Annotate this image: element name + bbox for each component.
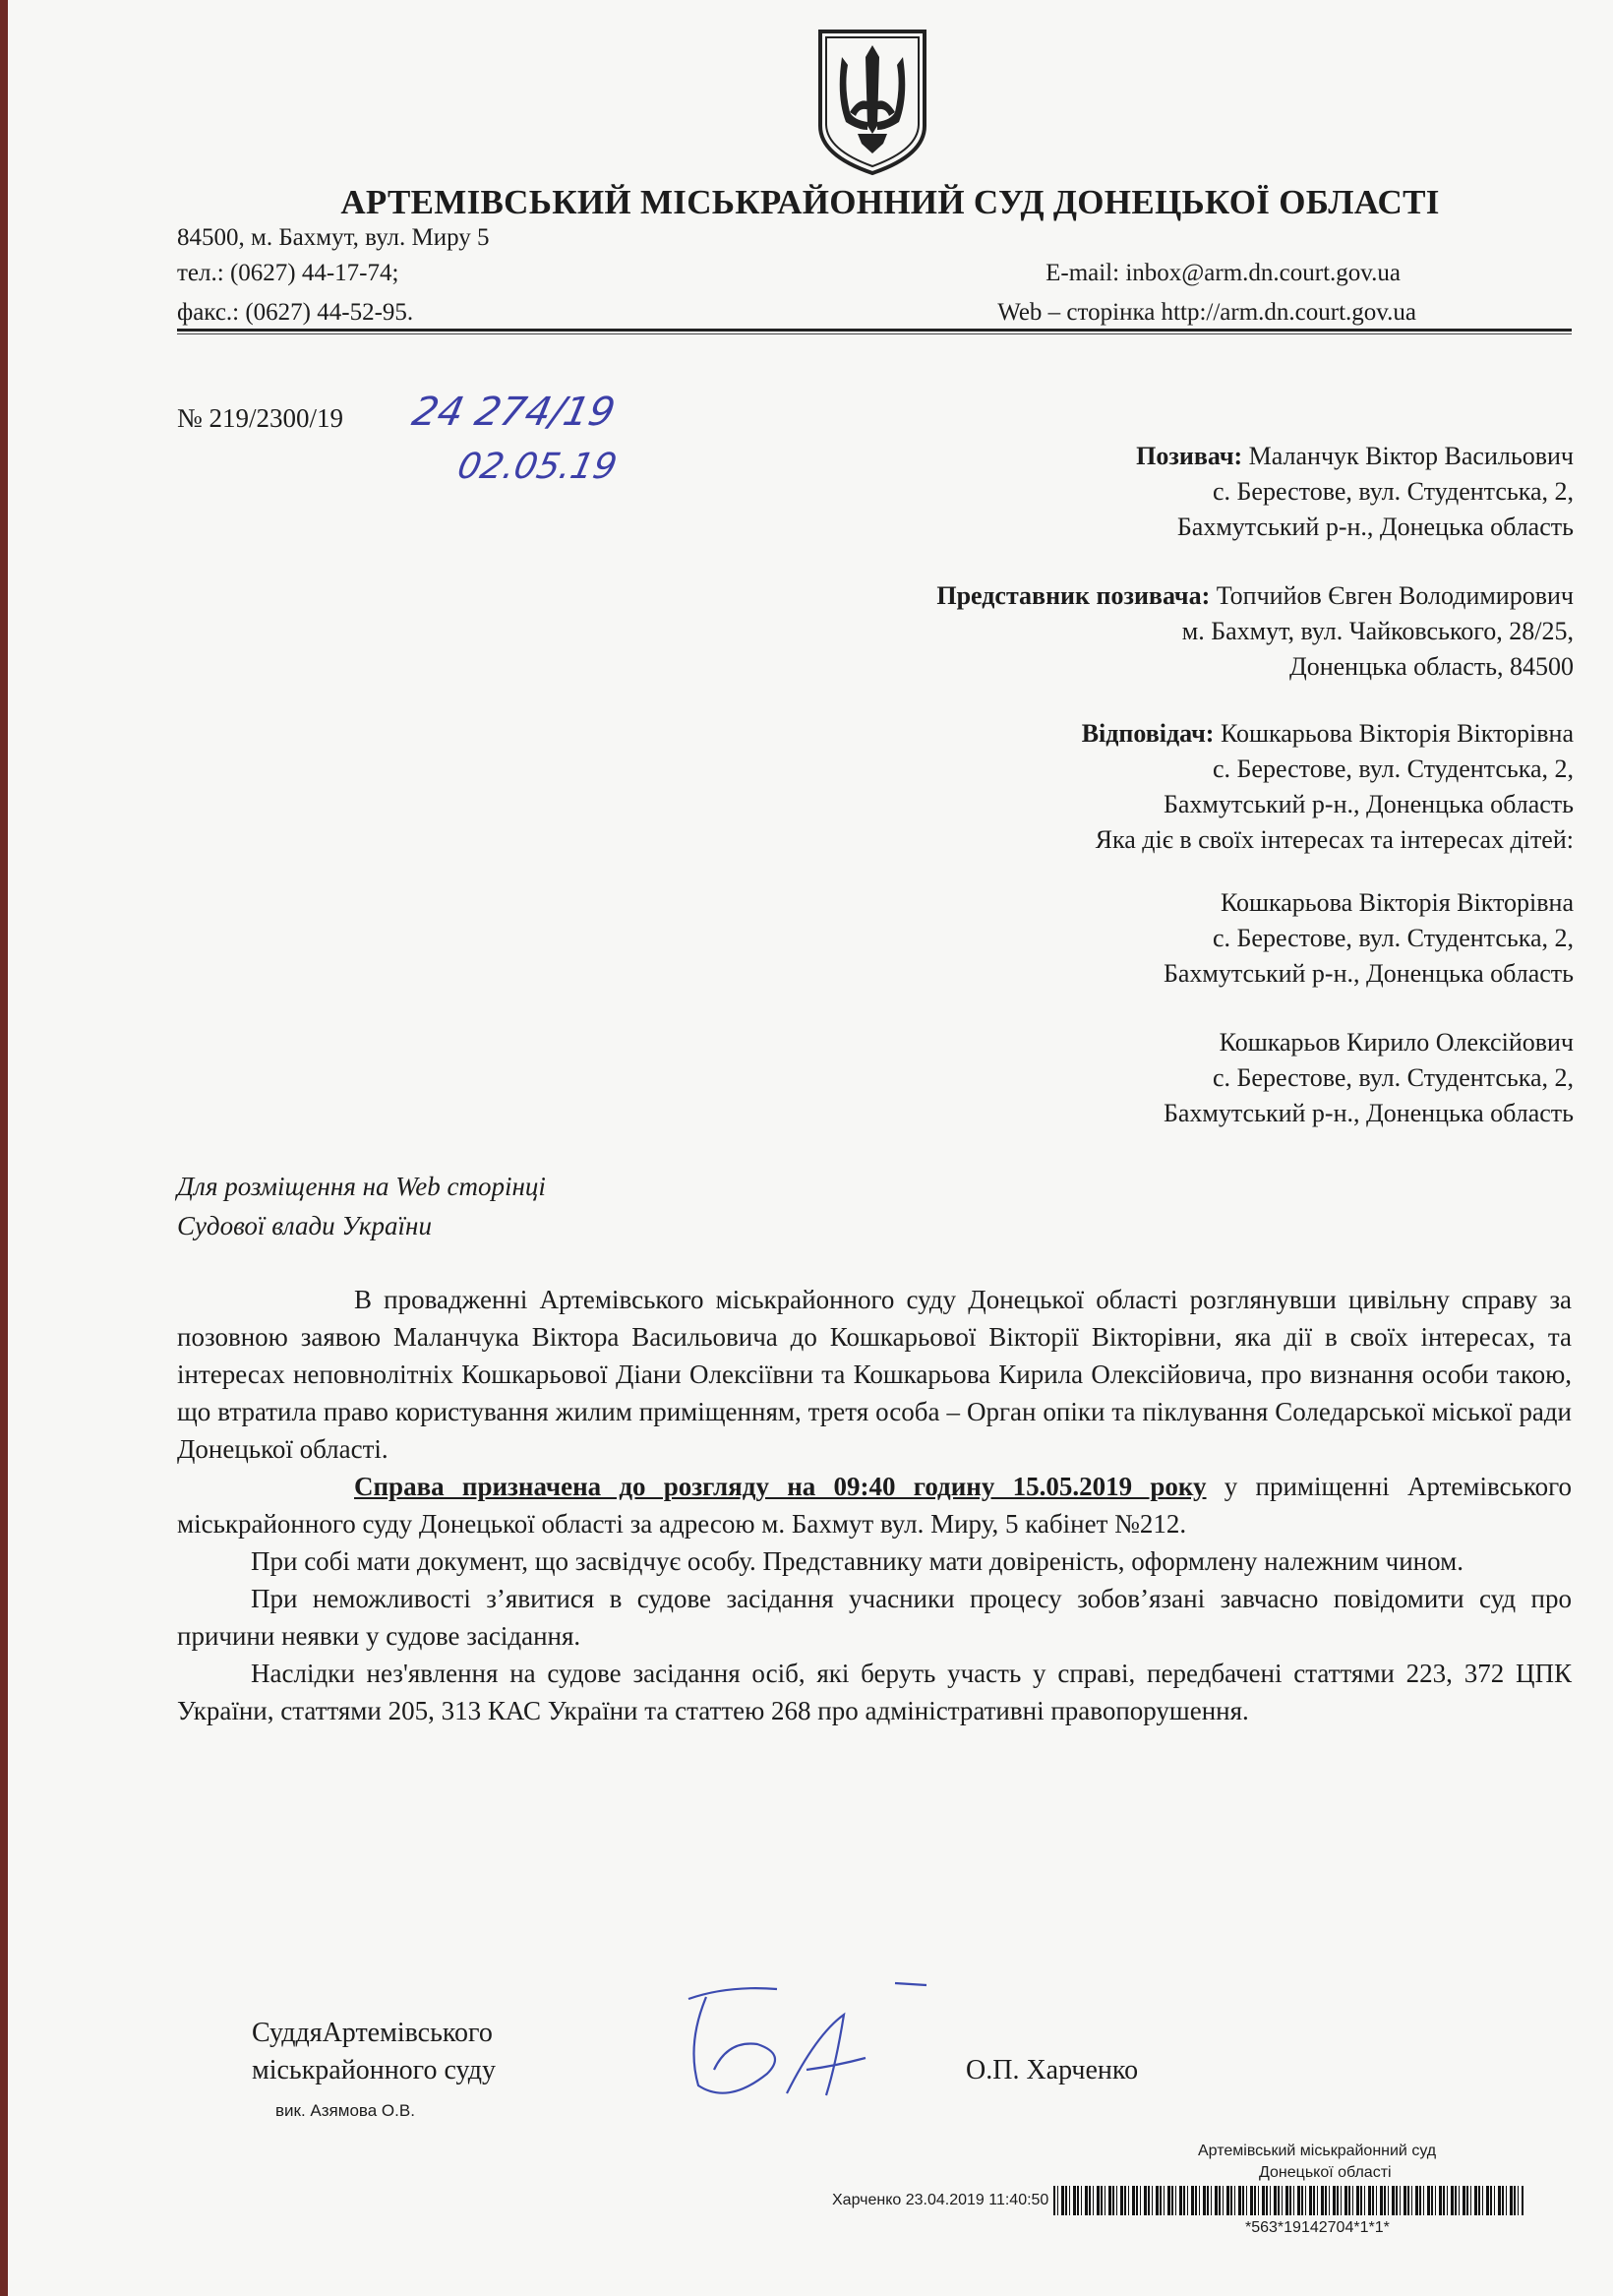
- defendant-address-1: с. Берестове, вул. Студентська, 2,: [1212, 755, 1574, 783]
- paragraph-consequences: Наслідки нез'явлення на судове засідання осіб, які беруть участь у справі, передбачені статтями 223, 372 ЦПК України, статтями 205, 313 КАС України та статтею 268 про адміністративні правопорушення.: [177, 1659, 1572, 1725]
- barcode-org-line-1: Артемівський міськрайонний суд: [1198, 2143, 1437, 2159]
- representative-block: [936, 578, 1574, 685]
- barcode-code: *563*19142704*1*1*: [1245, 2219, 1390, 2236]
- representative-name: Топчийов Євген Володимирович: [1216, 581, 1574, 610]
- hearing-date-text: Справа призначена до розгляду на 09:40 годину 15.05.2019 року: [354, 1472, 1207, 1501]
- child1-address-1: с. Берестове, вул. Студентська, 2,: [1212, 924, 1574, 952]
- court-website: Web – сторінка http://arm.dn.court.gov.ua: [997, 299, 1416, 326]
- publication-note-line-2: Судової влади України: [177, 1211, 432, 1240]
- child1-address-2: Бахмутський р-н., Доненцька область: [1163, 959, 1574, 988]
- plaintiff-block: [1136, 439, 1574, 545]
- executor-name: вик. Азямова О.В.: [275, 2101, 415, 2120]
- publication-note-line-1: Для розміщення на Web сторінці: [177, 1172, 546, 1201]
- child1-name: Кошкарьова Вікторія Вікторівна: [1220, 888, 1574, 917]
- barcode-stamp: Харченко 23.04.2019 11:40:50: [832, 2192, 1049, 2209]
- plaintiff-label: Позивач:: [1136, 442, 1243, 470]
- notice-body: [177, 1281, 1572, 1729]
- child1-block: [1164, 885, 1574, 992]
- barcode-icon: [1053, 2186, 1523, 2215]
- judge-title: [252, 2015, 496, 2089]
- handwritten-reference: 24 274/19: [408, 390, 620, 435]
- child2-block: [1164, 1025, 1574, 1131]
- court-fax: факс.: (0627) 44-52-95.: [177, 299, 414, 326]
- signature-icon: [669, 1975, 944, 2113]
- publication-note: [177, 1167, 546, 1245]
- court-title: АРТЕМІВСЬКИЙ МІСЬКРАЙОННИЙ СУД ДОНЕЦЬКОЇ ОБЛАСТІ: [340, 183, 1440, 221]
- document-number: № 219/2300/19: [177, 403, 344, 433]
- plaintiff-address-1: с. Берестове, вул. Студентська, 2,: [1212, 477, 1574, 506]
- defendant-block: [1082, 716, 1574, 858]
- child2-address-1: с. Берестове, вул. Студентська, 2,: [1212, 1063, 1574, 1092]
- defendant-note: Яка діє в своїх інтересах та інтересах дітей:: [1095, 825, 1574, 854]
- defendant-name: Кошкарьова Вікторія Вікторівна: [1220, 719, 1574, 748]
- court-email: E-mail: inbox@arm.dn.court.gov.ua: [1045, 260, 1401, 286]
- judge-name: О.П. Харченко: [966, 2055, 1139, 2085]
- paragraph-hearing: [177, 1468, 1572, 1542]
- page-edge: [0, 0, 8, 2296]
- court-phone: тел.: (0627) 44-17-74;: [177, 260, 399, 286]
- paragraph-documents: При собі мати документ, що засвідчує особу. Представнику мати довіреність, оформлену належним чином.: [251, 1546, 1464, 1576]
- hearing-location-text: у приміщенні Артемівського міськрайонного суду Донецької області за адресою м. Бахмут вул. Миру, 5 кабінет №212.: [177, 1472, 1572, 1539]
- court-address: 84500, м. Бахмут, вул. Миру 5: [177, 224, 490, 251]
- barcode-org-line-2: Донецької області: [1259, 2164, 1392, 2181]
- child2-address-2: Бахмутський р-н., Доненцька область: [1163, 1099, 1574, 1127]
- judge-title-line-1: СуддяАртемівського: [252, 2018, 493, 2048]
- paragraph-case: В провадженні Артемівського міськрайонного суду Донецької області розглянувши цивільну справу за позовною заявою Маланчука Віктора Васильовича до Кошкарьової Вікторії Вікторівни, яка дії в своїх інтересах, та інтересах неповнолітніх Кошкарьової Діани Олексіївни та Кошкарьова Кирила Олексійовича, про визнання особи такою, що втратила право користування жилим приміщенням, третя особа – Орган опіки та піклування Соледарської міської ради Донецької області.: [177, 1285, 1572, 1464]
- barcode-row: [832, 2186, 1523, 2215]
- representative-address-1: м. Бахмут, вул. Чайковського, 28/25,: [1181, 617, 1574, 645]
- judge-title-line-2: міськрайонного суду: [252, 2055, 497, 2085]
- coat-of-arms-icon: [814, 28, 930, 177]
- representative-address-2: Доненцька область, 84500: [1288, 652, 1574, 681]
- plaintiff-name: Маланчук Віктор Васильович: [1248, 442, 1574, 470]
- header-divider: [177, 329, 1572, 332]
- defendant-label: Відповідач:: [1081, 719, 1215, 748]
- defendant-address-2: Бахмутський р-н., Доненцька область: [1163, 790, 1574, 818]
- handwritten-date: 02.05.19: [453, 447, 621, 487]
- child2-name: Кошкарьов Кирило Олексійович: [1219, 1028, 1574, 1057]
- paragraph-absence: При неможливості з’явитися в судове засідання учасники процесу зобов’язані завчасно повідомити суд про причини неявки у судове засідання.: [177, 1584, 1572, 1651]
- plaintiff-address-2: Бахмутський р-н., Донецька область: [1176, 513, 1574, 541]
- header-divider-thin: [177, 333, 1572, 334]
- representative-label: Представник позивача:: [936, 581, 1211, 610]
